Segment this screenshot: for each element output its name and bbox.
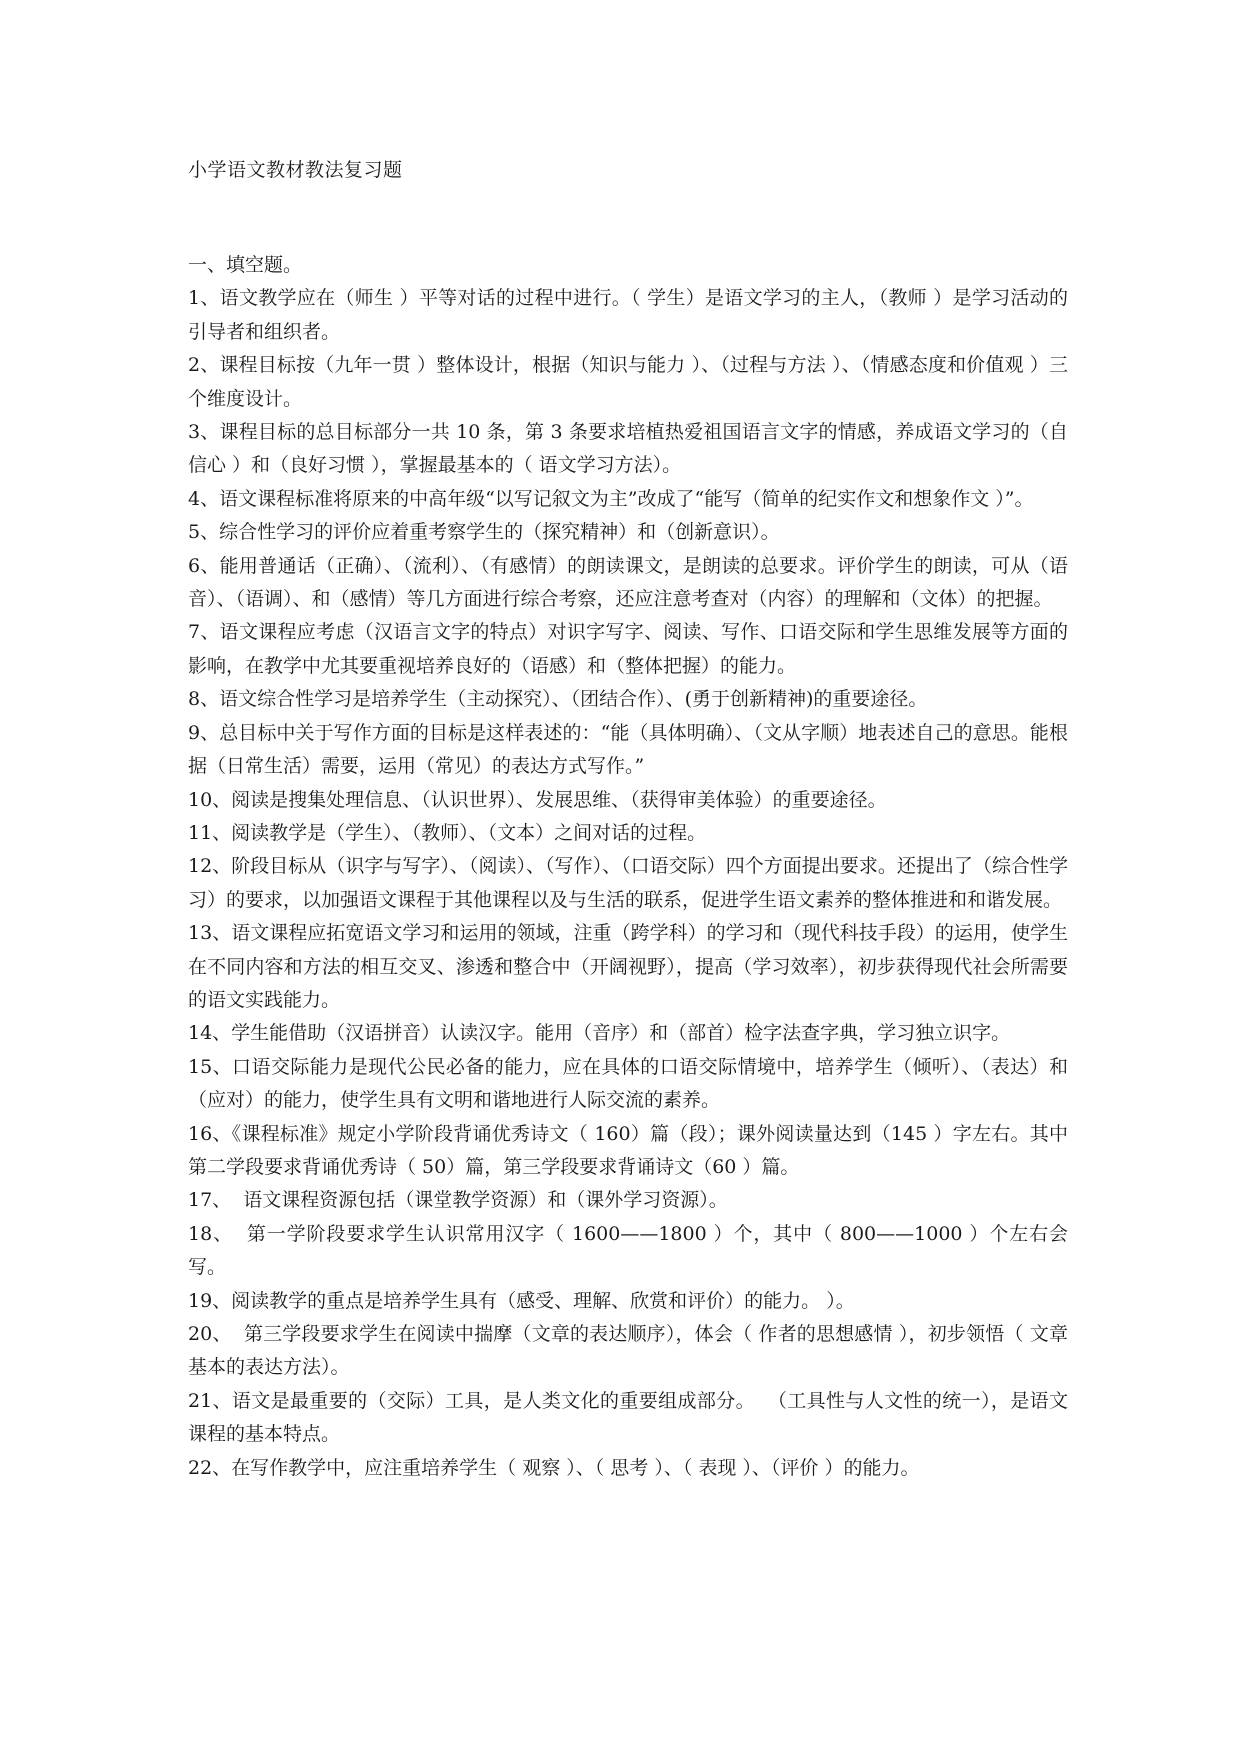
section-heading: 一、填空题。 [188, 254, 303, 276]
question-item: 14、学生能借助（汉语拼音）认读汉字。能用（音序）和（部首）检字法查字典，学习独立识字。 [188, 1022, 1011, 1045]
question-item: 15、口语交际能力是现代公民必备的能力，应在具体的口语交际情境中，培养学生（倾听）、（表达）和（应对）的能力，使学生具有文明和谐地进行人际交流的素养。 [188, 1055, 1068, 1112]
question-item: 9、总目标中关于写作方面的目标是这样表述的：“能（具体明确）、（文从字顺）地表述自己的意思。能根据（日常生活）需要，运用（常见）的表达方式写作。” [188, 721, 1068, 778]
question-item: 8、语文综合性学习是培养学生（主动探究）、（团结合作）、(勇于创新精神)的重要途径。 [188, 688, 928, 711]
question-item: 4、语文课程标准将原来的中高年级“以写记叙文为主”改成了“能写（简单的纪实作文和想象作文 ）”。 [188, 487, 1034, 510]
question-item: 11、阅读教学是（学生）、（教师）、（文本）之间对话的过程。 [188, 821, 707, 844]
question-item: 12、阶段目标从（识字与写字）、（阅读）、（写作）、（口语交际）四个方面提出要求。还提出了（综合性学习）的要求，以加强语文课程于其他课程以及与生活的联系，促进学生语文素养的整体推进和和谐发展。 [188, 855, 1068, 911]
question-item: 2、课程目标按（九年一贯 ）整体设计，根据（知识与能力 ）、（过程与方法 ）、（情感态度和价值观 ）三个维度设计。 [188, 354, 1068, 410]
question-item: 19、阅读教学的重点是培养学生具有（感受、理解、欣赏和评价）的能力。 ）。 [188, 1289, 855, 1312]
question-item: 13、语文课程应拓宽语文学习和运用的领域，注重（跨学科）的学习和（现代科技手段）的运用，使学生在不同内容和方法的相互交叉、渗透和整合中（开阔视野），提高（学习效率），初步获得现代社会所需要的语文实践能力。 [188, 922, 1068, 1011]
question-item: 16、《课程标准》规定小学阶段背诵优秀诗文（ 160）篇（段）；课外阅读量达到（145 ）字左右。其中第二学段要求背诵优秀诗（ 50）篇，第三学段要求背诵诗文（60 ）篇。 [188, 1122, 1068, 1178]
question-item: 3、课程目标的总目标部分一共 10 条，第 3 条要求培植热爱祖国语言文字的情感，养成语文学习的（自信心 ）和（良好习惯 ），掌握最基本的（ 语文学习方法）。 [188, 421, 1068, 477]
question-item: 22、在写作教学中，应注重培养学生（ 观察 ）、（ 思考 ）、（ 表现 ）、（评价 ）的能力。 [188, 1456, 920, 1479]
question-item: 5、综合性学习的评价应着重考察学生的（探究精神）和（创新意识）。 [188, 521, 780, 544]
question-item: 1、语文教学应在（师生 ）平等对话的过程中进行。（ 学生）是语文学习的主人，（教师 ）是学习活动的引导者和组织者。 [188, 287, 1068, 343]
question-item: 17、 语文课程资源包括（课堂教学资源）和（课外学习资源）。 [188, 1189, 728, 1212]
document-body [188, 249, 1068, 1485]
question-item: 18、 第一学阶段要求学生认识常用汉字（ 1600——1800 ）个，其中（ 800——1000 ）个左右会写。 [188, 1222, 1068, 1279]
question-list [188, 282, 1068, 1485]
question-item: 21、语文是最重要的（交际）工具，是人类文化的重要组成部分。 （工具性与人文性的统一），是语文课程的基本特点。 [188, 1389, 1068, 1446]
question-item: 20、 第三学段要求学生在阅读中揣摩（文章的表达顺序），体会（ 作者的思想感情 ），初步领悟（ 文章基本的表达方法）。 [188, 1323, 1068, 1379]
question-item: 6、能用普通话（正确）、（流利）、（有感情）的朗读课文，是朗读的总要求。评价学生的朗读，可从（语音）、（语调）、和（感情）等几方面进行综合考察，还应注意考查对（内容）的理解和（文体）的把握。 [188, 554, 1068, 611]
question-item: 7、语文课程应考虑（汉语言文字的特点）对识字写字、阅读、写作、口语交际和学生思维发展等方面的影响，在教学中尤其要重视培养良好的（语感）和（整体把握）的能力。 [188, 621, 1068, 677]
document-title: 小学语文教材教法复习题 [188, 159, 403, 181]
question-item: 10、阅读是搜集处理信息、（认识世界）、发展思维、（获得审美体验）的重要途径。 [188, 788, 887, 811]
